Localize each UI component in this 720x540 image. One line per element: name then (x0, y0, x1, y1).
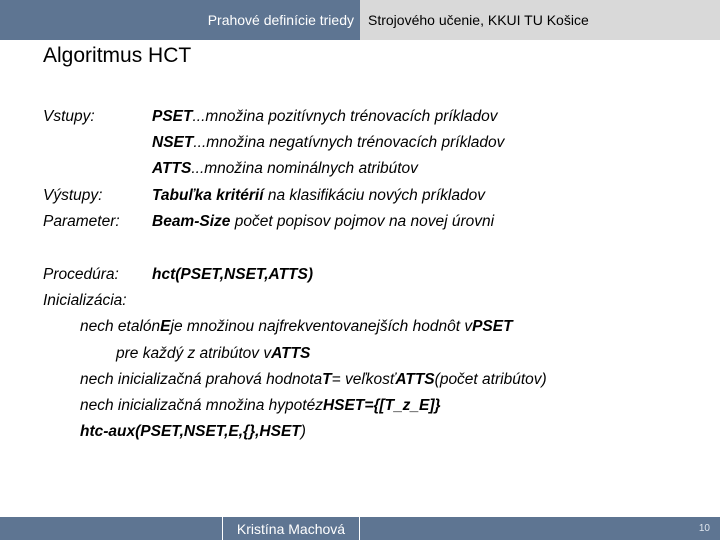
procedure-signature: hct(PSET,NSET,ATTS) (152, 266, 314, 284)
proc-line-3-text-e: (počet atribútov) (434, 370, 547, 388)
proc-line-2 (43, 341, 703, 367)
footer-right (360, 517, 720, 540)
output-term: Tabuľka kritérií (152, 186, 264, 204)
parameter-desc: počet popisov pojmov na novej úrovni (230, 212, 495, 230)
output-line (152, 183, 485, 209)
proc-line-4 (43, 393, 703, 419)
proc-line-1-term-e: E (160, 318, 171, 336)
proc-line-3-text-c: = veľkosť (331, 370, 396, 388)
header-left (0, 0, 360, 40)
footer-author-box (222, 516, 360, 540)
output-desc: na klasifikáciu nových príkladov (263, 186, 485, 204)
header-right (360, 0, 720, 40)
parameter-line (152, 209, 494, 235)
nset-line (152, 130, 504, 156)
footer-author: Kristína Machová (236, 520, 346, 537)
outputs-label: Výstupy: (43, 186, 103, 204)
outputs-row (43, 183, 703, 209)
init-row (43, 288, 703, 314)
parameter-label: Parameter: (43, 212, 120, 230)
proc-line-3-text-a: nech inicializačná prahová hodnota (80, 370, 323, 388)
proc-line-3-term-atts: ATTS (395, 370, 435, 388)
proc-line-5 (43, 419, 703, 445)
header-right-text: Strojového učenie, KKUI TU Košice (368, 12, 589, 28)
inputs-row-nset (43, 130, 703, 156)
proc-line-2-term-atts: ATTS (271, 344, 311, 362)
slide-header (0, 0, 720, 40)
nset-desc: ...množina negatívnych trénovacích príkladov (193, 134, 505, 152)
header-left-text: Prahové definície triedy (207, 12, 354, 28)
proc-line-1-text-a: nech etalón (80, 318, 161, 336)
page-number: 10 (698, 523, 710, 534)
parameter-term: Beam-Size (152, 212, 231, 230)
proc-line-4-term-hset: HSET={[T_z_E]} (322, 397, 441, 415)
proc-line-1-text-c: je množinou najfrekventovanejších hodnôt v (170, 318, 473, 336)
init-label: Inicializácia: (43, 292, 127, 310)
proc-line-1-term-pset: PSET (472, 318, 513, 336)
atts-desc: ...množina nominálnych atribútov (191, 160, 418, 178)
slide-footer (0, 517, 720, 540)
slide-title: Algoritmus HCT (43, 44, 192, 67)
atts-term: ATTS (152, 160, 192, 178)
nset-term: NSET (152, 134, 194, 152)
inputs-row-atts (43, 156, 703, 182)
inputs-label: Vstupy: (43, 108, 95, 125)
proc-line-4-text-a: nech inicializačná množina hypotéz (80, 397, 323, 415)
proc-line-2-text-a: pre každý z atribútov v (116, 344, 272, 362)
atts-line (152, 156, 418, 182)
pset-term: PSET (152, 108, 193, 125)
parameter-row (43, 209, 703, 235)
pset-desc: ...množina pozitívnych trénovacích príkladov (192, 108, 498, 125)
proc-line-5-call: htc-aux(PSET,NSET,E,{},HSET (80, 423, 301, 441)
procedure-row (43, 262, 703, 288)
pset-line (152, 104, 497, 130)
proc-line-1 (43, 314, 703, 340)
proc-line-3-term-t: T (322, 370, 332, 388)
footer-left (0, 517, 222, 540)
slide-content (43, 104, 703, 445)
proc-line-5-paren: ) (300, 423, 306, 441)
procedure-label: Procedúra: (43, 266, 119, 284)
proc-line-3 (43, 367, 703, 393)
inputs-row-pset (43, 104, 703, 130)
